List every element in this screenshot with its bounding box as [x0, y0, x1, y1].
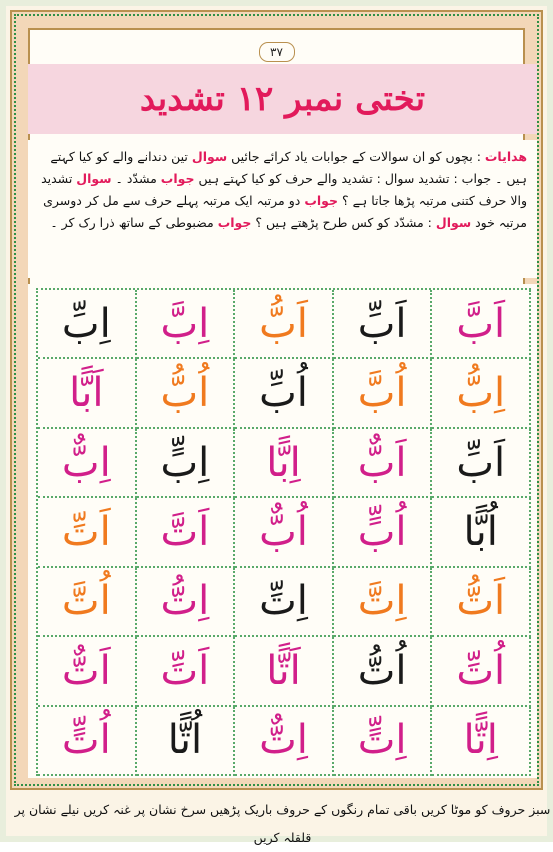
letter-cell: اَبٌّ	[334, 429, 433, 498]
letter-cell: اِبًّا	[235, 429, 334, 498]
letter-cell: اِتِّ	[235, 568, 334, 637]
page-number: ۳۷	[259, 42, 295, 62]
letter-cell: اَبِّ	[432, 429, 531, 498]
letter-cell: اِبٍّ	[137, 429, 236, 498]
page-title: تختی نمبر ۱۲ تشدید	[139, 79, 426, 119]
instructions-text	[28, 140, 537, 278]
instruction-text: دو مرتبہ ایک مرتبہ پہلے حرف سے مل کر دوسری مرتبہ خود	[43, 193, 527, 230]
letter-cell: اُبَّ	[334, 359, 433, 428]
letter-cell: اُتًّا	[137, 707, 236, 776]
letter-cell: اُبٌّ	[235, 498, 334, 567]
letter-cell: اِبٌّ	[38, 429, 137, 498]
letter-cell: اُبًّا	[432, 498, 531, 567]
letter-cell: اُتٍّ	[38, 707, 137, 776]
instruction-text: مضبوطی کے ساتھ ذرا رک کر ۔	[50, 215, 218, 230]
letter-cell: اِتٌّ	[235, 707, 334, 776]
instruction-keyword: ھدایات	[484, 149, 527, 164]
letter-cell: اَتَّ	[137, 498, 236, 567]
letter-cell: اَتًّا	[235, 637, 334, 706]
instruction-text: تین دندانے والے کو کیا کہتے ہیں ۔ جواب : تشدید سوال : تشدید والے حرف کو کیا کہتے ہیں	[50, 149, 527, 186]
instruction-keyword: سوال	[191, 149, 228, 164]
letter-cell: اُبِّ	[235, 359, 334, 428]
letter-cell: اُبٍّ	[334, 498, 433, 567]
instruction-keyword: سوال	[76, 171, 112, 186]
letter-cell: اِتٍّ	[334, 707, 433, 776]
title-panel	[28, 64, 537, 134]
letter-cell: اَتِّ	[38, 498, 137, 567]
letter-cell: اِتُّ	[137, 568, 236, 637]
instruction-keyword: جواب	[217, 215, 252, 230]
letter-grid	[36, 288, 531, 776]
letter-cell: اِبَّ	[137, 290, 236, 359]
letter-cell: اِبُّ	[432, 359, 531, 428]
letter-cell: اَبًّا	[38, 359, 137, 428]
instruction-text: : بچوں کو ان سوالات کے جوابات یاد کرائے جائیں	[227, 149, 485, 164]
letter-cell: اِتَّ	[334, 568, 433, 637]
instruction-keyword: جواب	[160, 171, 195, 186]
letter-cell: اِبِّ	[38, 290, 137, 359]
footer-note: سبز حروف کو موٹا کریں باقی تمام رنگوں کے حروف باریک پڑھیں سرخ نشان پر غنہ کریں نیلے نشان پر قلقلہ کریں	[14, 802, 551, 845]
letter-cell: اَتٌّ	[38, 637, 137, 706]
letter-cell: اَبُّ	[235, 290, 334, 359]
instruction-text: تشدید والا حرف کتنی مرتبہ پڑھا جاتا ہے ؟	[41, 171, 527, 208]
letter-cell: اَتِّ	[137, 637, 236, 706]
letter-grid-area	[28, 284, 537, 778]
instruction-text: مشدّد ۔	[111, 171, 161, 186]
letter-cell: اُتُّ	[334, 637, 433, 706]
letter-cell: اَتُّ	[432, 568, 531, 637]
letter-cell: اُبُّ	[137, 359, 236, 428]
letter-cell: اَبِّ	[334, 290, 433, 359]
instruction-keyword: سوال	[435, 215, 472, 230]
letter-cell: اَبَّ	[432, 290, 531, 359]
letter-cell: اُتَّ	[38, 568, 137, 637]
letter-cell: اُتِّ	[432, 637, 531, 706]
instruction-keyword: جواب	[304, 193, 339, 208]
letter-cell: اِتًّا	[432, 707, 531, 776]
instruction-text: : مشدّد کو کس طرح پڑھتے ہیں ؟	[251, 215, 436, 230]
